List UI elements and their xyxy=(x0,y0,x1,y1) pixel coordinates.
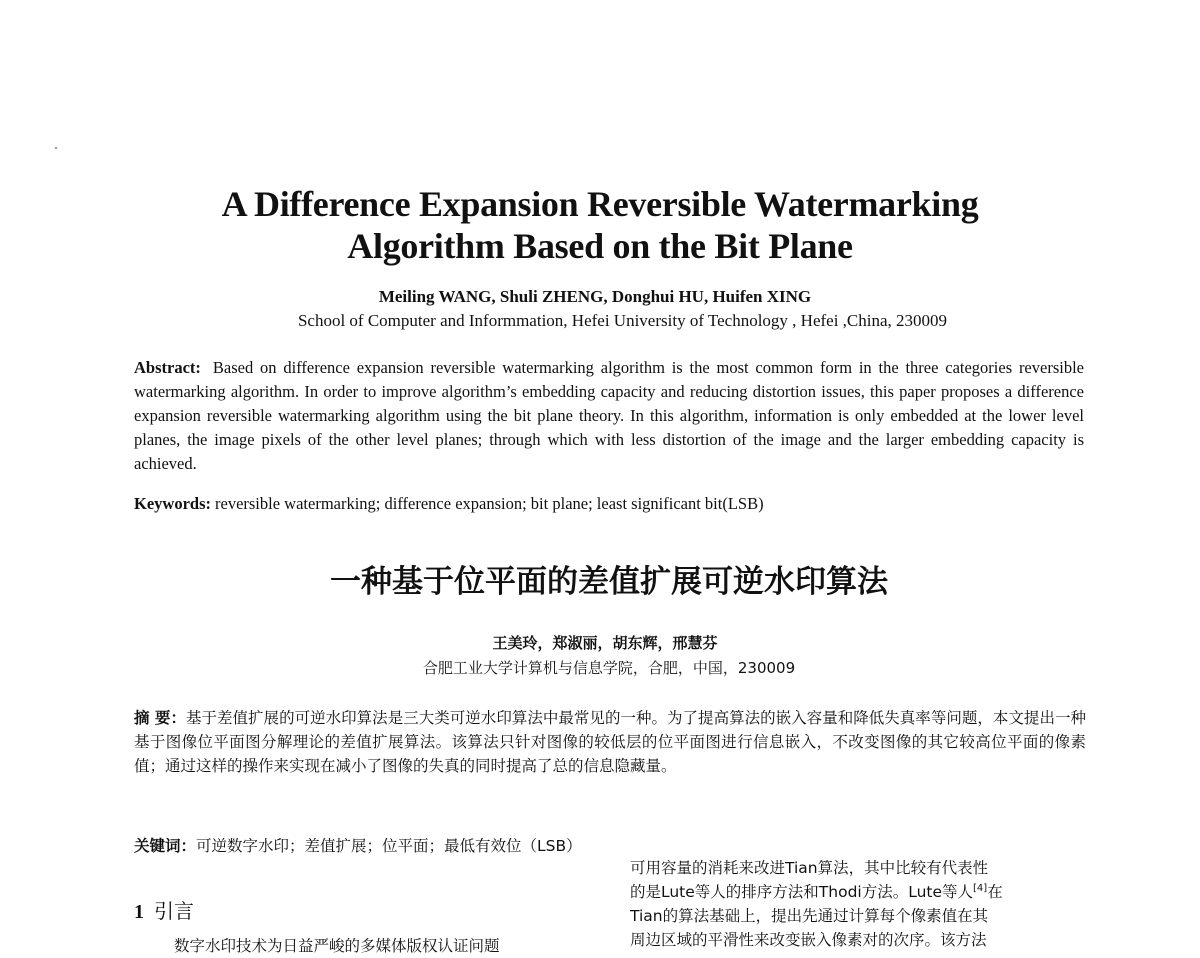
right-column-line-2-text: 的是Lute等人的排序方法和Thodi方法。Lute等人 xyxy=(630,883,974,901)
affiliation-en: School of Computer and Informmation, Hefei University of Technology , Hefei ,China, 230009 xyxy=(297,311,948,330)
right-column-text xyxy=(630,856,1085,952)
section-1-title: 引言 xyxy=(154,899,194,923)
scan-speck xyxy=(55,147,57,149)
keywords-zh xyxy=(134,834,734,856)
intro-paragraph-left: 数字水印技术为日益严峻的多媒体版权认证问题 xyxy=(174,937,500,955)
right-column-line-3: Tian的算法基础上，提出先通过计算每个像素值在其 xyxy=(630,907,989,925)
right-column-line-4: 周边区域的平滑性来改变嵌入像素对的次序。该方法 xyxy=(630,931,987,949)
citation-ref: [4] xyxy=(973,882,988,894)
keywords-zh-label: 关键词： xyxy=(134,837,197,855)
abstract-en-text: Based on difference expansion reversible watermarking algorithm is the most common form in the three categories reversible watermarking algorithm. In order to improve algorithm’s embedding capacity and reducing distortion issues, this paper proposes a difference expansion reversible watermarking algorithm using the bit plane theory. In this algorithm, information is only embedded at the lower level planes, the image pixels of the other level planes; through which with less distortion of the image and the larger embedding capacity is achieved. xyxy=(134,358,1084,473)
keywords-en-label: Keywords: xyxy=(134,494,211,513)
right-column-line-1: 可用容量的消耗来改进Tian算法，其中比较有代表性 xyxy=(630,859,989,877)
title-en-line-2: Algorithm Based on the Bit Plane xyxy=(347,226,853,266)
keywords-en-text: reversible watermarking; difference expansion; bit plane; least significant bit(LSB) xyxy=(215,494,764,513)
title-en-line-1: A Difference Expansion Reversible Watermarking xyxy=(221,184,979,224)
authors-en: Meiling WANG, Shuli ZHENG, Donghui HU, Huifen XING xyxy=(378,287,812,306)
abstract-zh xyxy=(134,706,1086,778)
paper-title-zh: 一种基于位平面的差值扩展可逆水印算法 xyxy=(330,564,888,600)
keywords-en xyxy=(134,494,1084,514)
keywords-zh-text: 可逆数字水印；差值扩展；位平面；最低有效位（LSB） xyxy=(196,837,582,855)
abstract-zh-text: 基于差值扩展的可逆水印算法是三大类可逆水印算法中最常见的一种。为了提高算法的嵌入容量和降低失真率等问题，本文提出一种基于图像位平面图分解理论的差值扩展算法。该算法只针对图像的较低层的位平面图进行信息嵌入，不改变图像的其它较高位平面的像素值；通过这样的操作来实现在减小了图像的失真的同时提高了总的信息隐藏量。 xyxy=(134,709,1086,775)
right-column-line-2-end: 在 xyxy=(987,883,1003,901)
right-column-line-2 xyxy=(630,880,1085,904)
section-1-heading xyxy=(134,895,194,924)
affiliation-zh: 合肥工业大学计算机与信息学院，合肥，中国，230009 xyxy=(422,659,796,677)
authors-zh: 王美玲，郑淑丽，胡东辉，邢慧芬 xyxy=(492,634,718,652)
section-1-number: 1 xyxy=(134,901,144,923)
abstract-zh-label: 摘 要： xyxy=(134,709,186,727)
paper-title-en xyxy=(0,183,1200,267)
abstract-en xyxy=(134,356,1084,476)
abstract-en-label: Abstract: xyxy=(134,358,201,377)
